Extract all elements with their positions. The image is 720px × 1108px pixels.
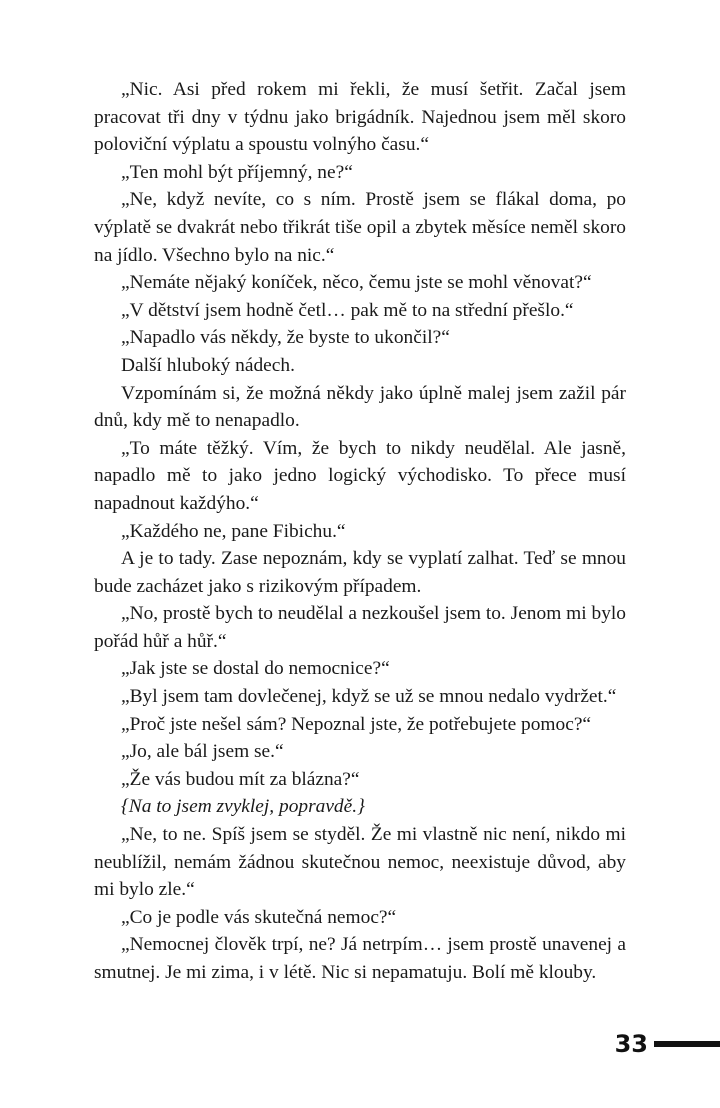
paragraph: Vzpomínám si, že možná někdy jako úplně malej jsem zažil pár dnů, kdy mě to nenapadlo. bbox=[94, 382, 626, 432]
page-footer bbox=[615, 1030, 720, 1058]
body-text bbox=[94, 76, 626, 987]
paragraph: „Nic. Asi před rokem mi řekli, že musí šetřit. Začal jsem pracovat tři dny v týdnu jako brigádník. Najednou jsem měl skoro poloviční výplatu a spoustu volnýho času.“ bbox=[94, 79, 626, 156]
paragraph: „Že vás budou mít za blázna?“ bbox=[121, 768, 360, 790]
paragraph: „Ne, to ne. Spíš jsem se styděl. Že mi vlastně nic není, nikdo mi neublížil, nemám žádnou skutečnou nemoc, neexistuje důvod, aby mi bylo zle.“ bbox=[94, 824, 626, 901]
paragraph: „V dětství jsem hodně četl… pak mě to na střední přešlo.“ bbox=[121, 299, 574, 321]
paragraph: A je to tady. Zase nepoznám, kdy se vyplatí zalhat. Teď se mnou bude zacházet jako s rizikovým případem. bbox=[94, 548, 626, 597]
paragraph: „No, prostě bych to neudělal a nezkoušel jsem to. Jenom mi bylo pořád hůř a hůř.“ bbox=[94, 603, 626, 652]
paragraph: „Napadlo vás někdy, že byste to ukončil?“ bbox=[121, 327, 450, 349]
italic-thought-paragraph: {Na to jsem zvyklej, popravdě.} bbox=[121, 796, 365, 818]
paragraph: „Ten mohl být příjemný, ne?“ bbox=[121, 161, 353, 183]
page-number: 33 bbox=[614, 1030, 648, 1058]
paragraph: „Nemáte nějaký koníček, něco, čemu jste se mohl věnovat?“ bbox=[121, 272, 592, 294]
paragraph: „Co je podle vás skutečná nemoc?“ bbox=[121, 906, 397, 928]
paragraph: „Nemocnej člověk trpí, ne? Já netrpím… jsem prostě unavenej a smutnej. Je mi zima, i v létě. Nic si nepamatuju. Bolí mě klouby. bbox=[94, 934, 626, 983]
paragraph: „Každého ne, pane Fibichu.“ bbox=[121, 520, 346, 542]
paragraph: „Jak jste se dostal do nemocnice?“ bbox=[121, 658, 390, 680]
paragraph: „Proč jste nešel sám? Nepoznal jste, že potřebujete pomoc?“ bbox=[121, 713, 592, 735]
paragraph: „Ne, když nevíte, co s ním. Prostě jsem se flákal doma, po výplatě se dvakrát nebo třikrát tiše opil a zbytek měsíce neměl skoro na jídlo. Všechno bylo na nic.“ bbox=[94, 189, 626, 266]
paragraph: „Byl jsem tam dovlečenej, když se už se mnou nedalo vydržet.“ bbox=[121, 686, 617, 708]
paragraph: Další hluboký nádech. bbox=[121, 354, 295, 376]
paragraph: „Jo, ale bál jsem se.“ bbox=[121, 741, 284, 763]
paragraph: „To máte těžký. Vím, že bych to nikdy neudělal. Ale jasně, napadlo mě to jako jedno logický východisko. To přece musí napadnout každýho.“ bbox=[94, 437, 626, 514]
page-number-rule bbox=[654, 1041, 720, 1047]
